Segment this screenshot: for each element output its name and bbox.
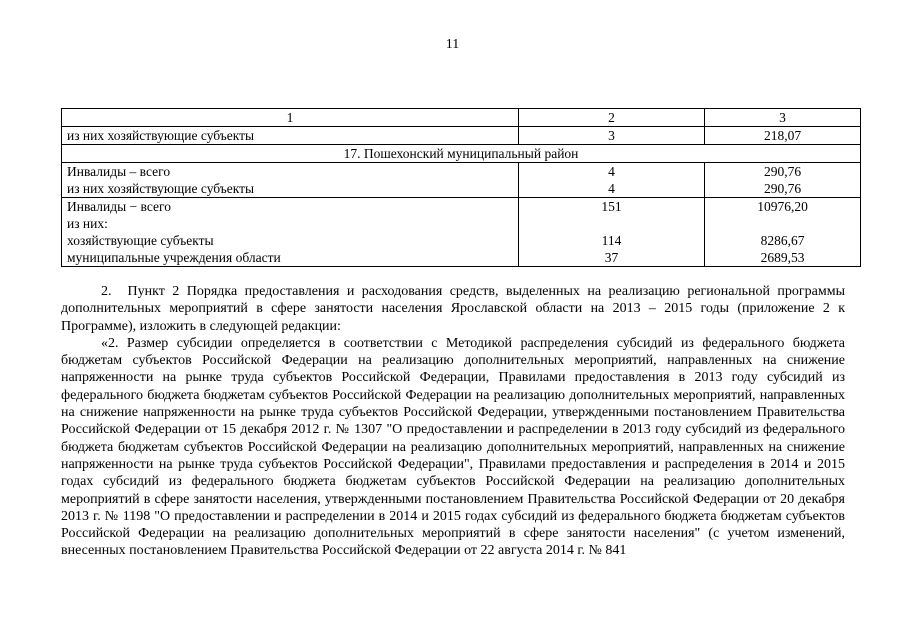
row-label: из них: (67, 216, 108, 231)
row-label-cell (62, 198, 519, 267)
row-count: 3 (519, 127, 705, 145)
paragraph-quoted-text: «2. Размер субсидии определяется в соответствии с Методикой распределения субсидий из федерального бюджета бюджетам субъектов Российской Федерации на реализацию дополнительных мероприятий, направленных на снижение напряженности на рынке труда субъектов Российской Федерации, Правилами предоставления в 2013 году субсидий из федерального бюджета бюджетам субъектов Российской Федерации на реализацию дополнительных мероприятий, направленных на снижение напряженности на рынке труда субъектов Российской Федерации, утвержденными постановлением Правительства Российской Федерации от 15 декабря 2012 г. № 1307 "О предоставлении и распределении в 2013 году субсидий из федерального бюджета бюджетам субъектов Российской Федерации на реализацию дополнительных мероприятий, направленных на снижение напряженности на рынке труда субъектов Российской Федерации", Правилами предоставления и распределения в 2014 и 2015 годах субсидий из федерального бюджета бюджетам субъектов Российской Федерации на реализацию дополнительных мероприятий в сфере занятости населения, утвержденными постановлением Правительства Российской Федерации от 20 декабря 2013 г. № 1198 "О предоставлении и распределении в 2014 и 2015 годах субсидий из федерального бюджета бюджетам субъектов Российской Федерации на реализацию дополнительных мероприятий в сфере занятости населения" (с учетом изменений, внесенных постановлением Правительства Российской Федерации от 22 августа 2014 г. № 841 (61, 335, 845, 559)
row-count: 4 (608, 164, 615, 179)
row-label: из них хозяйствующие субъекты (62, 127, 519, 145)
row-amount: 2689,53 (760, 250, 805, 265)
row-amount (710, 215, 855, 232)
row-label: хозяйствующие субъекты (67, 233, 214, 248)
row-label-cell (62, 163, 519, 198)
row-count-cell (519, 163, 705, 198)
body-text (61, 283, 845, 560)
row-count: 151 (601, 199, 622, 214)
header-col-1: 1 (62, 109, 519, 127)
row-amount: 8286,67 (760, 233, 805, 248)
row-amount: 290,76 (763, 164, 802, 179)
table-row (62, 198, 861, 267)
table-header-row (62, 109, 861, 127)
header-col-2: 2 (519, 109, 705, 127)
row-amount: 218,07 (705, 127, 861, 145)
row-amount-cell (705, 163, 861, 198)
row-count (524, 215, 699, 232)
row-label: муниципальные учреждения области (67, 250, 281, 265)
table-section-row (62, 145, 861, 163)
table-row (62, 163, 861, 198)
section-title: 17. Пошехонский муниципальный район (62, 145, 861, 163)
table-row (62, 127, 861, 145)
row-amount: 10976,20 (757, 199, 808, 214)
paragraph-text: Пункт 2 Порядка предоставления и расходования средств, выделенных на реализацию региональной программы дополнительных мероприятий в сфере занятости населения Ярославской области на 2013 – 2015 годы (приложение 2 к Программе), изложить в следующей редакции: (61, 284, 845, 334)
row-label: Инвалиды – всего (67, 164, 171, 179)
row-label: из них хозяйствующие субъекты (67, 181, 255, 196)
data-table (61, 108, 861, 267)
paragraph-item-2 (61, 283, 845, 335)
row-count: 4 (608, 181, 615, 196)
row-count: 114 (601, 233, 622, 248)
page-number: 11 (445, 37, 460, 52)
row-count: 37 (604, 250, 619, 265)
row-amount-cell (705, 198, 861, 267)
header-col-3: 3 (705, 109, 861, 127)
row-count-cell (519, 198, 705, 267)
row-label: Инвалиды − всего (67, 199, 171, 214)
paragraph-number: 2. (101, 284, 112, 299)
row-amount: 290,76 (763, 181, 802, 196)
